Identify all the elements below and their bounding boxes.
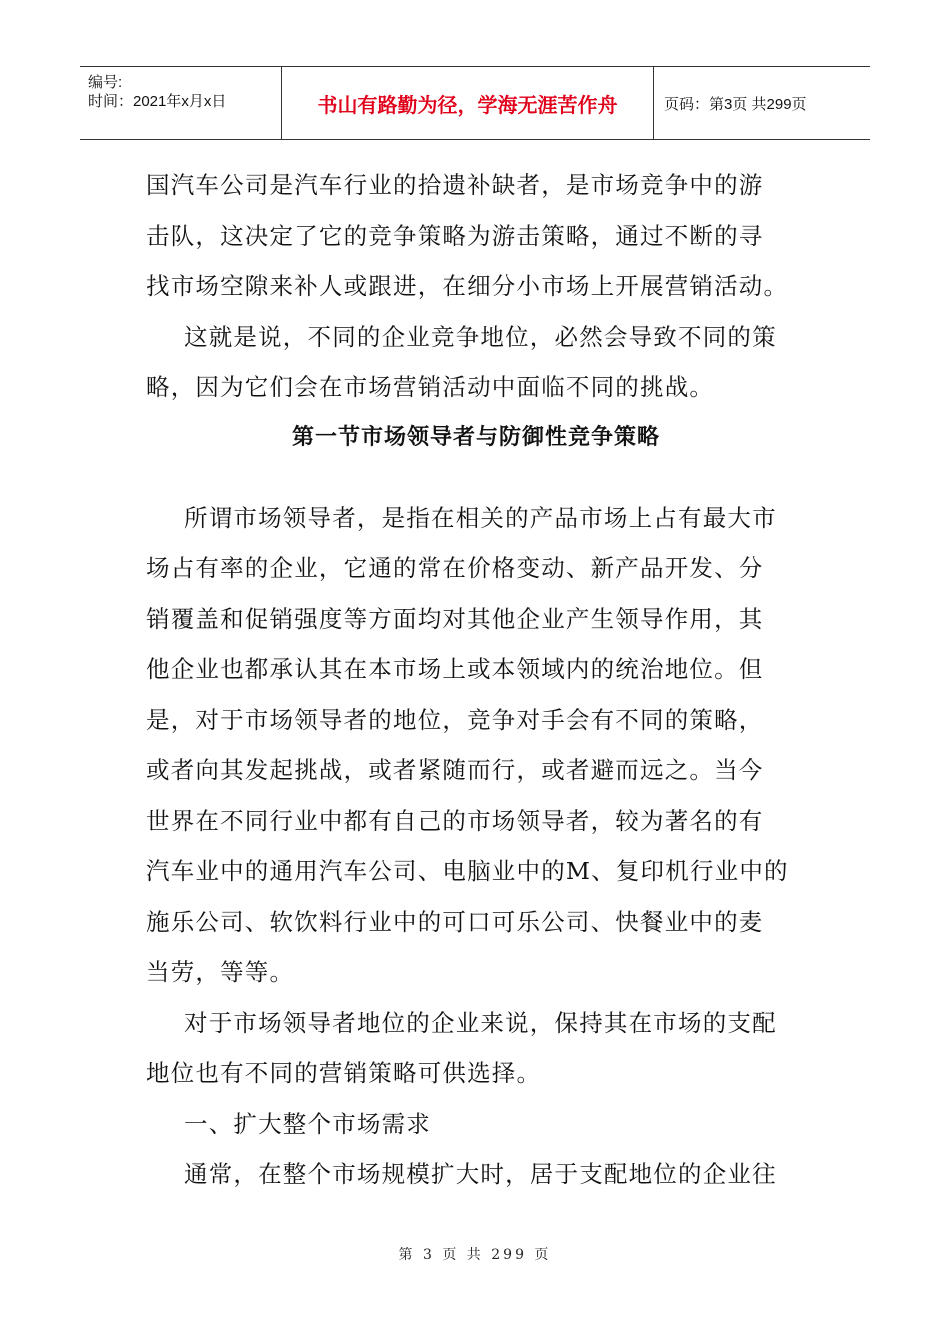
text-line: 地位也有不同的营销策略可供选择。 — [146, 1059, 542, 1087]
doc-date-label: 时间：2021年x月x日 — [88, 93, 227, 110]
text-line: 或者向其发起挑战，或者紧随而行，或者避而远之。当今 — [146, 756, 764, 784]
paragraph — [146, 998, 806, 1099]
text-line: 略，因为它们会在市场营销活动中面临不同的挑战。 — [146, 373, 715, 401]
header-motto: 书山有路勤为径，学海无涯苦作舟 — [282, 67, 654, 139]
header-page-code: 页码：第3页 共299页 — [664, 95, 807, 113]
paragraph-continuation — [146, 160, 806, 312]
text-line: 汽车业中的通用汽车公司、电脑业中的M、复印机行业中的 — [146, 857, 789, 885]
paragraph — [146, 312, 806, 413]
text-line: 当劳，等等。 — [146, 958, 295, 986]
text-line: 找市场空隙来补人或跟进，在细分小市场上开展营销活动。 — [146, 272, 789, 300]
text-line: 国汽车公司是汽车行业的拾遗补缺者，是市场竞争中的游 — [146, 171, 764, 199]
text-line: 对于市场领导者地位的企业来说，保持其在市场的支配 — [184, 1008, 777, 1037]
doc-number-label: 编号: — [88, 74, 123, 91]
text-line: 世界在不同行业中都有自己的市场领导者，较为著名的有 — [146, 806, 764, 835]
text-line: 销覆盖和促销强度等方面均对其他企业产生领导作用，其 — [146, 604, 764, 633]
text-line: 施乐公司、软饮料行业中的可口可乐公司、快餐业中的麦 — [146, 907, 764, 936]
text-line: 这就是说，不同的企业竞争地位，必然会导致不同的策 — [184, 322, 777, 351]
subheading — [146, 1099, 806, 1150]
section-title: 第一节市场领导者与防御性竞争策略 — [291, 424, 660, 450]
text-line: 是，对于市场领导者的地位，竞争对手会有不同的策略， — [146, 705, 764, 734]
text-line: 场占有率的企业，它通的常在价格变动、新产品开发、分 — [146, 554, 764, 582]
text-line: 所谓市场领导者，是指在相关的产品市场上占有最大市 — [184, 503, 777, 532]
header-meta — [80, 67, 282, 139]
subheading-text: 一、扩大整个市场需求 — [184, 1109, 431, 1138]
paragraph — [146, 493, 806, 998]
text-line: 通常，在整个市场规模扩大时，居于支配地位的企业往 — [184, 1160, 777, 1188]
text-line: 击队，这决定了它的竞争策略为游击策略，通过不断的寻 — [146, 221, 764, 250]
paragraph — [146, 1149, 806, 1200]
text-line: 他企业也都承认其在本市场上或本领域内的统治地位。但 — [146, 655, 764, 683]
page-header — [80, 66, 870, 140]
page-footer: 第 3 页 共 299 页 — [398, 1247, 552, 1263]
document-body — [146, 160, 806, 1200]
